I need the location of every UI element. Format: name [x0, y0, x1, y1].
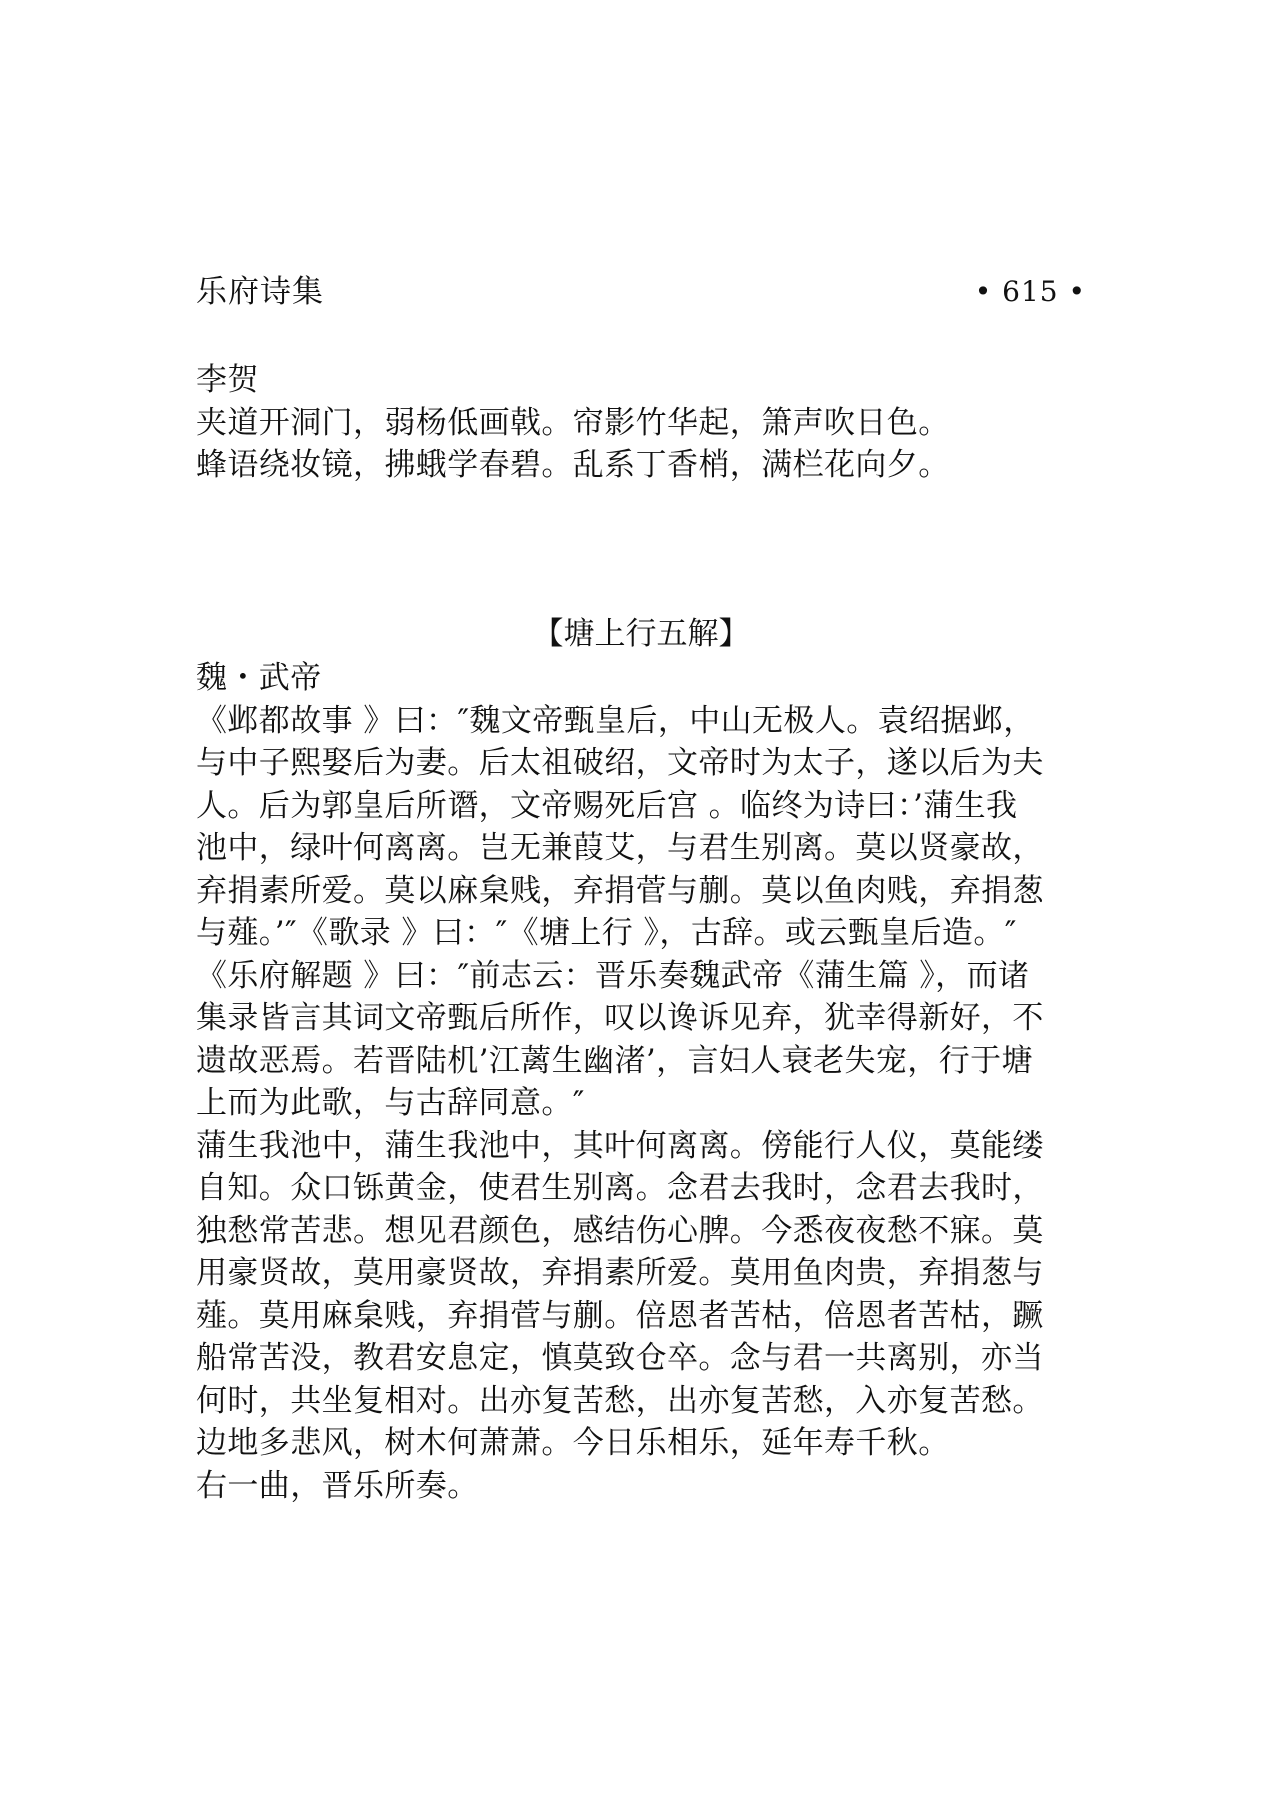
- section-body: [196, 657, 1096, 1507]
- preface-line: 弃捐素所爱。莫以麻枲贱，弃捐菅与蒯。莫以鱼肉贱，弃捐葱: [196, 872, 1044, 909]
- section-author: 魏・武帝: [196, 660, 322, 696]
- poem-line: 船常苦没，教君安息定，慎莫致仓卒。念与君一共离别，亦当: [196, 1340, 1044, 1376]
- poem-line: 薤。莫用麻枲贱，弃捐菅与蒯。倍恩者苦枯，倍恩者苦枯，蹶: [196, 1297, 1044, 1334]
- preface-line: 人。后为郭皇后所谮，文帝赐死后宫 。临终为诗曰：’蒲生我: [196, 787, 1018, 824]
- poem-line: 蒲生我池中，蒲生我池中，其叶何离离。傍能行人仪，莫能缕: [196, 1127, 1044, 1164]
- poem-line: 蜂语绕妆镜，拂蛾学春碧。乱系丁香梢，满栏花向夕。: [196, 447, 950, 483]
- poem-line: 用豪贤故，莫用豪贤故，弃捐素所爱。莫用鱼肉贵，弃捐葱与: [196, 1255, 1044, 1291]
- section-note: 右一曲，晋乐所奏。: [196, 1467, 479, 1504]
- poem-author: 李贺: [196, 362, 259, 398]
- preface-line: 上而为此歌，与古辞同意。″: [196, 1085, 585, 1121]
- preface-line: 《乐府解题 》曰：″前志云：晋乐奏魏武帝《蒲生篇 》，而诸: [196, 957, 1030, 994]
- preface-line: 池中，绿叶何离离。岂无兼葭艾，与君生别离。莫以贤豪故，: [196, 830, 1044, 866]
- page-header: [196, 270, 1086, 314]
- poem-line: 何时，共坐复相对。出亦复苦愁，出亦复苦愁，入亦复苦愁。: [196, 1382, 1044, 1419]
- preface-line: 集录皆言其词文帝甄后所作，叹以谗诉见弃，犹幸得新好，不: [196, 1000, 1044, 1036]
- book-title: 乐府诗集: [196, 274, 324, 310]
- preface-line: 遗故恶焉。若晋陆机’江蓠生幽渚’，言妇人衰老失宠，行于塘: [196, 1042, 1033, 1079]
- preface-line: 《邺都故事 》曰：″魏文帝甄皇后，中山无极人。袁绍据邺，: [196, 702, 1035, 739]
- page-number: • 615 •: [974, 275, 1086, 308]
- poem-line: 夹道开洞门，弱杨低画戟。帘影竹华起，箫声吹日色。: [196, 404, 950, 441]
- preface-line: 与中子熙娶后为妻。后太祖破绍，文帝时为太子，遂以后为夫: [196, 745, 1044, 781]
- previous-poem: [196, 359, 1096, 487]
- section-title: 【塘上行五解】: [532, 616, 750, 652]
- poem-line: 边地多悲风，树木何萧萧。今日乐相乐，延年寿千秋。: [196, 1425, 950, 1461]
- preface-line: 与薤。’″《歌录 》曰：″《塘上行 》，古辞。或云甄皇后造。″: [196, 915, 1017, 951]
- poem-line: 自知。众口铄黄金，使君生别离。念君去我时，念君去我时，: [196, 1170, 1044, 1206]
- poem-line: 独愁常苦悲。想见君颜色，感结伤心脾。今悉夜夜愁不寐。莫: [196, 1212, 1044, 1249]
